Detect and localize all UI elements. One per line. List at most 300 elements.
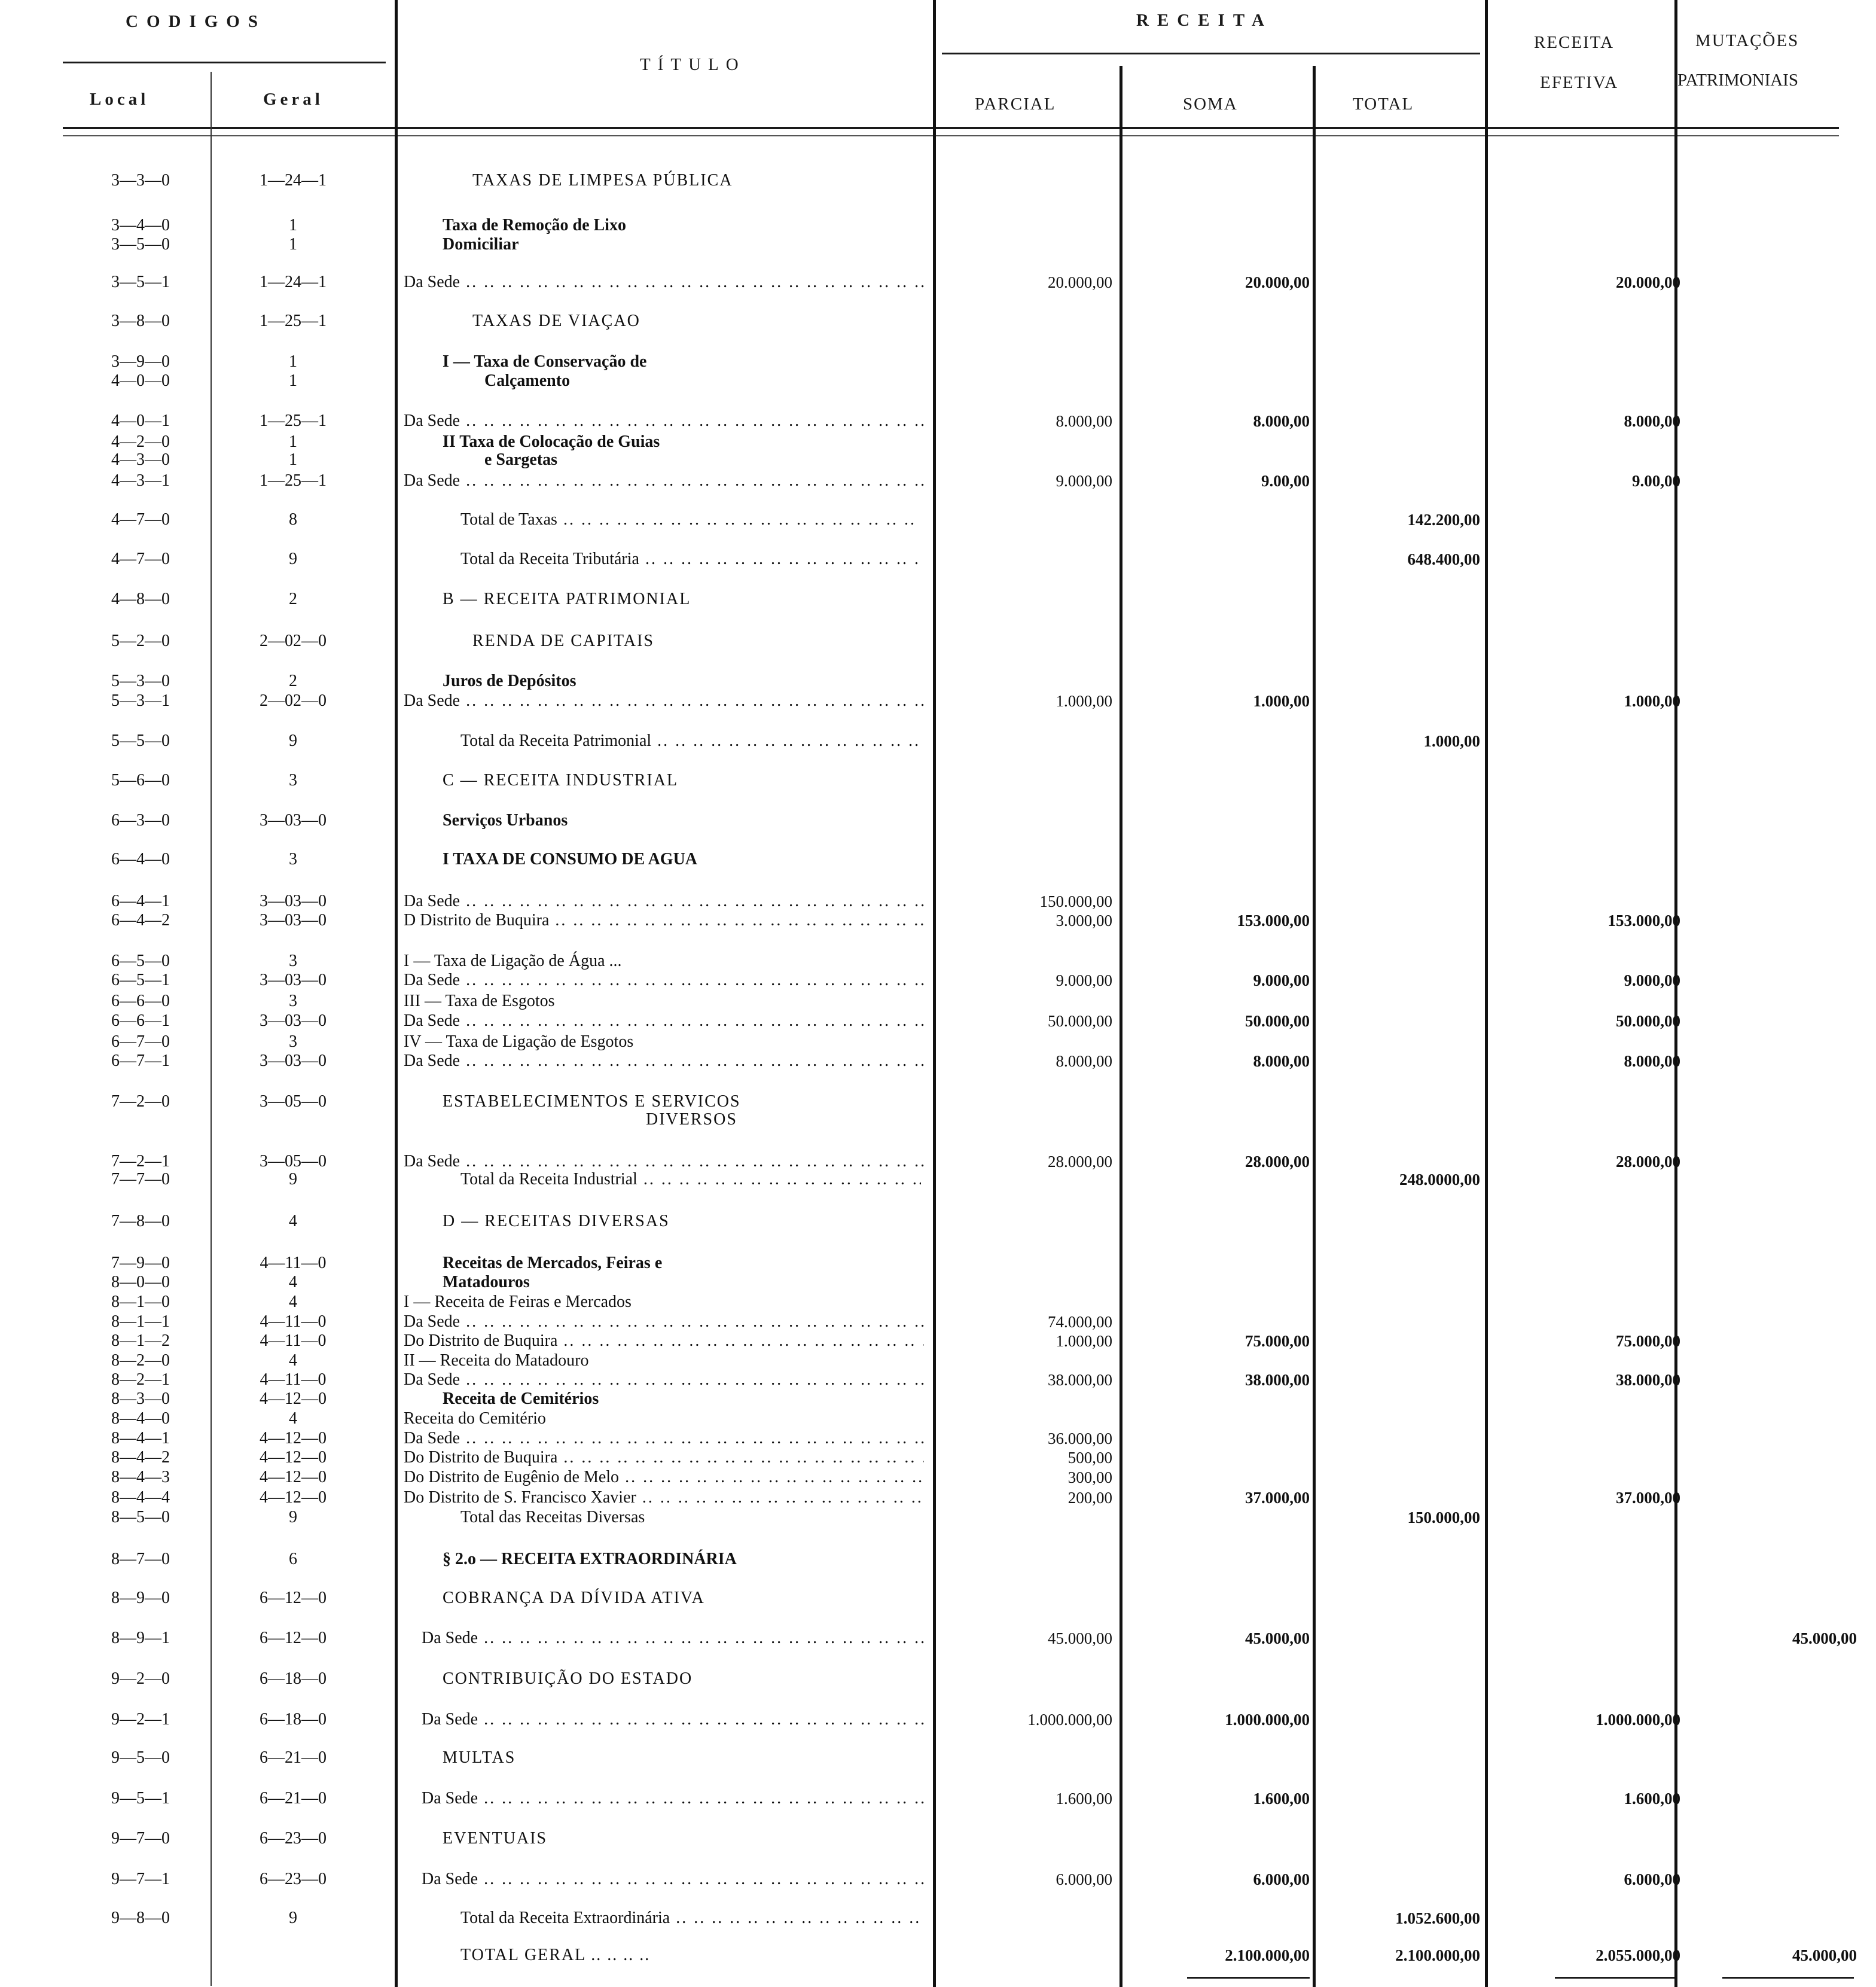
parcial-cell: 20.000,00 (1048, 273, 1112, 291)
soma-cell: 2.100.000,00 (1225, 1946, 1310, 1964)
header-titulo: TÍTULO (640, 55, 746, 74)
code-geral-cell: 4 (289, 1273, 297, 1291)
titulo-cell: Da Sede .. .. (404, 1051, 924, 1071)
code-local-cell: 6—4—0 (111, 850, 170, 868)
code-geral-cell: 4—11—0 (260, 1331, 327, 1350)
code-geral-cell: 6—12—0 (260, 1589, 327, 1607)
code-geral-cell: 3—03—0 (260, 971, 327, 989)
table-row (0, 1151, 1876, 1172)
code-local-cell: 6—3—0 (111, 811, 170, 830)
parcial-cell: 1.000,00 (1056, 692, 1112, 710)
titulo-cell: Taxa de Remoção de Lixo (443, 216, 626, 234)
receita-efetiva-cell: 20.000,00 (1616, 273, 1680, 291)
code-local-cell: 8—5—0 (111, 1508, 170, 1526)
table-row (0, 1032, 1876, 1052)
titulo-cell: § 2.o — RECEITA EXTRAORDINÁRIA (443, 1550, 737, 1568)
table-row (0, 1389, 1876, 1409)
table-row (0, 849, 1876, 870)
parcial-cell: 36.000,00 (1048, 1430, 1112, 1447)
code-geral-cell: 3—05—0 (260, 1152, 327, 1171)
total-cell: 2.100.000,00 (1395, 1946, 1480, 1964)
titulo-cell: Da Sede .. .. (422, 1628, 924, 1648)
mutacoes-cell: 45.000,00 (1792, 1946, 1857, 1964)
code-local-cell: 4—3—0 (111, 450, 170, 469)
code-geral-cell: 1 (289, 352, 297, 371)
table-row (0, 951, 1876, 971)
receita-efetiva-cell: 38.000,00 (1616, 1371, 1680, 1389)
titulo-cell: Total da Receita Industrial .. .. (460, 1169, 921, 1190)
code-local-cell: 8—3—0 (111, 1389, 170, 1408)
receita-efetiva-cell: 9.00,00 (1632, 472, 1680, 490)
table-row (0, 1748, 1876, 1768)
soma-cell: 1.000.000,00 (1225, 1711, 1310, 1729)
table-row (0, 1312, 1876, 1332)
code-geral-cell: 6—21—0 (260, 1789, 327, 1808)
code-local-cell: 8—2—1 (111, 1370, 170, 1389)
table-row (0, 1549, 1876, 1570)
code-local-cell: 8—1—2 (111, 1331, 170, 1350)
table-row (0, 215, 1876, 236)
titulo-cell: Da Sede .. .. (404, 891, 924, 912)
titulo-cell: Da Sede .. .. (404, 1151, 924, 1172)
table-row (0, 1908, 1876, 1928)
parcial-cell: 1.600,00 (1056, 1790, 1112, 1808)
code-geral-cell: 3 (289, 771, 297, 790)
code-geral-cell: 3—03—0 (260, 1011, 327, 1030)
code-local-cell: 4—8—0 (111, 590, 170, 608)
table-row (0, 1370, 1876, 1390)
soma-cell: 28.000,00 (1245, 1153, 1310, 1171)
table-row (0, 510, 1876, 530)
code-local-cell: 3—9—0 (111, 352, 170, 371)
titulo-cell: C — RECEITA INDUSTRIAL (443, 771, 679, 790)
code-geral-cell: 3 (289, 1032, 297, 1051)
code-geral-cell: 1—25—1 (260, 412, 327, 430)
code-geral-cell: 2—02—0 (260, 691, 327, 710)
code-geral-cell: 8 (289, 510, 297, 529)
code-geral-cell: 3 (289, 992, 297, 1010)
titulo-cell: Total das Receitas Diversas (460, 1508, 645, 1526)
code-local-cell: 6—5—0 (111, 952, 170, 970)
soma-cell: 8.000,00 (1253, 412, 1310, 430)
code-geral-cell: 4—11—0 (260, 1370, 327, 1389)
table-row (0, 1467, 1876, 1488)
soma-cell: 9.000,00 (1253, 971, 1310, 989)
titulo-cell: Da Sede .. .. (422, 1869, 924, 1890)
code-local-cell: 3—8—0 (111, 312, 170, 330)
header-receita: RECEITA (1136, 11, 1273, 30)
titulo-cell: B — RECEITA PATRIMONIAL (443, 590, 691, 608)
table-row (0, 1169, 1876, 1190)
table-row (0, 1051, 1876, 1071)
code-geral-cell: 9 (289, 1909, 297, 1927)
code-geral-cell: 1—25—1 (260, 471, 327, 490)
table-row (0, 691, 1876, 711)
table-row (0, 810, 1876, 831)
soma-cell: 37.000,00 (1245, 1489, 1310, 1507)
table-row (0, 411, 1876, 431)
table-row (0, 1272, 1876, 1293)
table-row (0, 1447, 1876, 1468)
code-geral-cell: 3—03—0 (260, 1052, 327, 1070)
code-local-cell: 5—5—0 (111, 732, 170, 750)
code-geral-cell: 4—12—0 (260, 1448, 327, 1467)
parcial-cell: 3.000,00 (1056, 912, 1112, 929)
code-local-cell: 6—4—1 (111, 892, 170, 910)
titulo-cell: Juros de Depósitos (443, 672, 576, 690)
parcial-cell: 9.000,00 (1056, 971, 1112, 989)
titulo-cell: Da Sede .. .. (404, 411, 924, 431)
header-codigos: CODIGOS (126, 12, 266, 31)
table-row (0, 1428, 1876, 1449)
parcial-cell: 38.000,00 (1048, 1371, 1112, 1389)
code-local-cell: 6—6—1 (111, 1011, 170, 1030)
titulo-cell: Matadouros (443, 1273, 530, 1291)
soma-cell: 20.000,00 (1245, 273, 1310, 291)
code-geral-cell: 1 (289, 432, 297, 451)
code-local-cell: 4—7—0 (111, 510, 170, 529)
receita-efetiva-cell: 50.000,00 (1616, 1012, 1680, 1030)
code-local-cell: 8—2—0 (111, 1351, 170, 1370)
parcial-cell: 6.000,00 (1056, 1870, 1112, 1888)
total-cell: 248.0000,00 (1399, 1171, 1480, 1188)
parcial-cell: 8.000,00 (1056, 1052, 1112, 1070)
table-row (0, 1628, 1876, 1648)
code-geral-cell: 9 (289, 550, 297, 568)
table-row (0, 1409, 1876, 1429)
parcial-cell: 1.000.000,00 (1027, 1711, 1112, 1729)
table-row (0, 1669, 1876, 1689)
titulo-cell: Do Distrito de Buquira .. .. (404, 1447, 924, 1468)
parcial-cell: 9.000,00 (1056, 472, 1112, 490)
titulo-cell: Da Sede .. .. (404, 970, 924, 991)
table-row (0, 234, 1876, 255)
titulo-cell: Total da Receita Tributária .. .. (460, 549, 921, 569)
code-local-cell: 8—0—0 (111, 1273, 170, 1291)
code-geral-cell: 4—12—0 (260, 1389, 327, 1408)
titulo-cell: ESTABELECIMENTOS E SERVICOS (443, 1092, 741, 1111)
titulo-cell: TOTAL GERAL .. .. .. .. (460, 1946, 651, 1964)
table-row (0, 1292, 1876, 1312)
titulo-cell: II Taxa de Colocação de Guias (443, 432, 660, 451)
code-local-cell: 8—4—4 (111, 1488, 170, 1507)
header-total: TOTAL (1353, 95, 1414, 114)
table-row (0, 549, 1876, 569)
code-local-cell: 9—2—0 (111, 1669, 170, 1688)
parcial-cell: 8.000,00 (1056, 412, 1112, 430)
soma-cell: 1.000,00 (1253, 692, 1310, 710)
table-row (0, 1488, 1876, 1508)
mutacoes-cell: 45.000,00 (1792, 1629, 1857, 1647)
titulo-cell: I — Receita de Feiras e Mercados (404, 1293, 632, 1311)
receita-efetiva-cell: 1.000,00 (1624, 692, 1680, 710)
titulo-cell: e Sargetas (484, 450, 558, 469)
table-row (0, 1588, 1876, 1608)
code-geral-cell: 6—18—0 (260, 1669, 327, 1688)
soma-cell: 75.000,00 (1245, 1332, 1310, 1350)
titulo-cell: DIVERSOS (646, 1110, 737, 1129)
code-geral-cell: 2 (289, 672, 297, 690)
titulo-cell: Receita do Cemitério (404, 1409, 546, 1428)
table-row (0, 731, 1876, 751)
titulo-cell: Da Sede .. .. (404, 1312, 924, 1332)
code-local-cell: 8—4—1 (111, 1429, 170, 1447)
code-local-cell: 7—2—0 (111, 1092, 170, 1111)
soma-cell: 38.000,00 (1245, 1371, 1310, 1389)
table-row (0, 770, 1876, 791)
code-local-cell: 9—7—0 (111, 1829, 170, 1848)
total-cell: 150.000,00 (1407, 1508, 1480, 1526)
titulo-cell: IV — Taxa de Ligação de Esgotos (404, 1032, 634, 1051)
code-local-cell: 6—7—0 (111, 1032, 170, 1051)
titulo-cell: Receitas de Mercados, Feiras e (443, 1254, 663, 1272)
header-parcial: PARCIAL (975, 95, 1056, 114)
parcial-cell: 300,00 (1067, 1468, 1112, 1486)
code-geral-cell: 4—12—0 (260, 1429, 327, 1447)
table-row (0, 272, 1876, 292)
table-row (0, 970, 1876, 991)
titulo-cell: Do Distrito de Eugênio de Melo .. .. (404, 1467, 924, 1488)
table-row (0, 891, 1876, 912)
titulo-cell: Da Sede .. .. (404, 471, 924, 491)
code-geral-cell: 4 (289, 1351, 297, 1370)
titulo-cell: MULTAS (443, 1748, 516, 1767)
code-geral-cell: 1—25—1 (260, 312, 327, 330)
titulo-cell: Receita de Cemitérios (443, 1389, 599, 1408)
titulo-cell: Da Sede .. .. (404, 1428, 924, 1449)
code-local-cell: 6—6—0 (111, 992, 170, 1010)
parcial-cell: 150.000,00 (1039, 892, 1112, 910)
receita-efetiva-cell: 9.000,00 (1624, 971, 1680, 989)
code-local-cell: 5—6—0 (111, 771, 170, 790)
code-local-cell: 8—9—1 (111, 1629, 170, 1647)
code-local-cell: 6—4—2 (111, 911, 170, 929)
code-geral-cell: 6—12—0 (260, 1629, 327, 1647)
soma-cell: 45.000,00 (1245, 1629, 1310, 1647)
header-mutacoes-1: MUTAÇÕES (1695, 31, 1799, 50)
code-local-cell: 9—5—0 (111, 1748, 170, 1767)
table-row (0, 1253, 1876, 1273)
parcial-cell: 74.000,00 (1048, 1313, 1112, 1331)
code-local-cell: 8—1—1 (111, 1312, 170, 1331)
code-geral-cell: 3 (289, 850, 297, 868)
code-geral-cell: 6 (289, 1550, 297, 1568)
code-local-cell: 8—1—0 (111, 1293, 170, 1311)
table-row (0, 1110, 1876, 1130)
titulo-cell: D — RECEITAS DIVERSAS (443, 1212, 670, 1230)
titulo-cell: EVENTUAIS (443, 1829, 548, 1848)
code-local-cell: 3—5—0 (111, 235, 170, 254)
table-row (0, 991, 1876, 1011)
header-local: Local (90, 90, 150, 109)
header-mutacoes-2: PATRIMONIAIS (1677, 71, 1798, 90)
titulo-cell: I TAXA DE CONSUMO DE AGUA (443, 850, 698, 868)
code-geral-cell: 4—12—0 (260, 1468, 327, 1486)
code-local-cell: 4—0—1 (111, 412, 170, 430)
code-geral-cell: 4—12—0 (260, 1488, 327, 1507)
code-local-cell: 8—4—0 (111, 1409, 170, 1428)
code-geral-cell: 9 (289, 1170, 297, 1188)
total-cell: 648.400,00 (1407, 550, 1480, 568)
titulo-cell: Do Distrito de Buquira .. .. (404, 1331, 924, 1351)
titulo-cell: Da Sede .. .. (404, 1370, 924, 1390)
code-local-cell: 8—4—3 (111, 1468, 170, 1486)
titulo-cell: Da Sede .. .. (404, 1011, 924, 1031)
parcial-cell: 200,00 (1067, 1489, 1112, 1507)
titulo-cell: D Distrito de Buquira .. .. (404, 910, 924, 931)
code-geral-cell: 1—24—1 (260, 273, 327, 291)
code-local-cell: 5—3—0 (111, 672, 170, 690)
titulo-cell: Calçamento (484, 371, 571, 390)
code-geral-cell: 1—24—1 (260, 171, 327, 190)
code-local-cell: 7—9—0 (111, 1254, 170, 1272)
code-local-cell: 7—7—0 (111, 1170, 170, 1188)
table-row (0, 1945, 1876, 1965)
code-geral-cell: 4 (289, 1409, 297, 1428)
parcial-cell: 50.000,00 (1048, 1012, 1112, 1030)
receita-efetiva-cell: 1.600,00 (1624, 1790, 1680, 1808)
soma-cell: 9.00,00 (1261, 472, 1310, 490)
code-geral-cell: 6—23—0 (260, 1829, 327, 1848)
titulo-cell: TAXAS DE LIMPESA PÚBLICA (472, 171, 733, 190)
code-geral-cell: 1 (289, 216, 297, 234)
titulo-cell: Total da Receita Patrimonial .. .. (460, 731, 921, 751)
table-row (0, 450, 1876, 470)
receita-efetiva-cell: 2.055.000,00 (1596, 1946, 1680, 1964)
parcial-cell: 500,00 (1067, 1449, 1112, 1467)
code-geral-cell: 1 (289, 371, 297, 390)
table-row (0, 631, 1876, 651)
code-geral-cell: 3 (289, 952, 297, 970)
code-local-cell: 7—2—1 (111, 1152, 170, 1171)
receita-efetiva-cell: 37.000,00 (1616, 1489, 1680, 1507)
table-row (0, 589, 1876, 609)
code-geral-cell: 2—02—0 (260, 632, 327, 650)
total-cell: 1.052.600,00 (1395, 1909, 1480, 1927)
receita-efetiva-cell: 1.000.000,00 (1596, 1711, 1680, 1729)
titulo-cell: I — Taxa de Ligação de Água ... (404, 952, 622, 970)
header-soma: SOMA (1183, 95, 1238, 114)
code-geral-cell: 3—03—0 (260, 811, 327, 830)
table-row (0, 1011, 1876, 1031)
code-local-cell: 4—3—1 (111, 471, 170, 490)
titulo-cell: Da Sede .. .. (422, 1788, 924, 1809)
code-geral-cell: 6—23—0 (260, 1870, 327, 1888)
table-row (0, 1351, 1876, 1371)
code-local-cell: 8—9—0 (111, 1589, 170, 1607)
titulo-cell: Da Sede .. .. (422, 1709, 924, 1730)
soma-cell: 153.000,00 (1237, 912, 1310, 929)
code-local-cell: 3—5—1 (111, 273, 170, 291)
titulo-cell: CONTRIBUIÇÃO DO ESTADO (443, 1669, 693, 1688)
table-row (0, 1092, 1876, 1112)
titulo-cell: Da Sede .. .. (404, 272, 924, 292)
code-local-cell: 8—7—0 (111, 1550, 170, 1568)
code-geral-cell: 1 (289, 450, 297, 469)
total-cell: 1.000,00 (1423, 732, 1480, 750)
table-row (0, 1507, 1876, 1528)
titulo-cell: Total da Receita Extraordinária .. .. (460, 1908, 921, 1928)
code-geral-cell: 6—21—0 (260, 1748, 327, 1767)
table-row (0, 1869, 1876, 1890)
header-receita-efetiva-1: RECEITA (1534, 33, 1615, 52)
titulo-cell: Domiciliar (443, 235, 519, 254)
code-local-cell: 3—3—0 (111, 171, 170, 190)
titulo-cell: Serviços Urbanos (443, 811, 568, 830)
table-row (0, 671, 1876, 691)
table-row (0, 1211, 1876, 1232)
parcial-cell: 1.000,00 (1056, 1332, 1112, 1350)
receita-efetiva-cell: 28.000,00 (1616, 1153, 1680, 1171)
receita-efetiva-cell: 8.000,00 (1624, 412, 1680, 430)
code-geral-cell: 3—03—0 (260, 892, 327, 910)
table-row (0, 371, 1876, 391)
code-local-cell: 8—4—2 (111, 1448, 170, 1467)
titulo-cell: II — Receita do Matadouro (404, 1351, 589, 1370)
code-local-cell: 5—3—1 (111, 691, 170, 710)
code-geral-cell: 2 (289, 590, 297, 608)
table-row (0, 1709, 1876, 1730)
code-local-cell: 7—8—0 (111, 1212, 170, 1230)
code-local-cell: 9—2—1 (111, 1710, 170, 1729)
table-row (0, 352, 1876, 372)
titulo-cell: Do Distrito de S. Francisco Xavier .. .. (404, 1488, 924, 1508)
code-geral-cell: 9 (289, 1508, 297, 1526)
table-row (0, 910, 1876, 931)
code-geral-cell: 6—18—0 (260, 1710, 327, 1729)
code-local-cell: 9—5—1 (111, 1789, 170, 1808)
code-local-cell: 6—5—1 (111, 971, 170, 989)
titulo-cell: Total de Taxas .. .. (460, 510, 921, 530)
receita-efetiva-cell: 75.000,00 (1616, 1332, 1680, 1350)
table-row (0, 432, 1876, 452)
receita-efetiva-cell: 6.000,00 (1624, 1870, 1680, 1888)
soma-cell: 1.600,00 (1253, 1790, 1310, 1808)
code-geral-cell: 9 (289, 732, 297, 750)
soma-cell: 50.000,00 (1245, 1012, 1310, 1030)
code-geral-cell: 4 (289, 1212, 297, 1230)
titulo-cell: COBRANÇA DA DÍVIDA ATIVA (443, 1589, 705, 1607)
titulo-cell: RENDA DE CAPITAIS (472, 632, 654, 650)
code-local-cell: 4—7—0 (111, 550, 170, 568)
table-row (0, 471, 1876, 491)
titulo-cell: TAXAS DE VIAÇAO (472, 312, 640, 330)
titulo-cell: Da Sede .. .. (404, 691, 924, 711)
titulo-cell: I — Taxa de Conservação de (443, 352, 647, 371)
code-local-cell: 4—2—0 (111, 432, 170, 451)
table-row (0, 1828, 1876, 1849)
titulo-cell: III — Taxa de Esgotos (404, 992, 555, 1010)
code-local-cell: 6—7—1 (111, 1052, 170, 1070)
header-geral: Geral (263, 90, 324, 109)
soma-cell: 8.000,00 (1253, 1052, 1310, 1070)
parcial-cell: 45.000,00 (1048, 1629, 1112, 1647)
table-row (0, 170, 1876, 191)
code-geral-cell: 4 (289, 1293, 297, 1311)
receita-efetiva-cell: 8.000,00 (1624, 1052, 1680, 1070)
soma-cell: 6.000,00 (1253, 1870, 1310, 1888)
table-row (0, 1331, 1876, 1351)
parcial-cell: 28.000,00 (1048, 1153, 1112, 1171)
code-geral-cell: 4—11—0 (260, 1254, 327, 1272)
table-row (0, 311, 1876, 331)
receita-efetiva-cell: 153.000,00 (1607, 912, 1680, 929)
code-local-cell: 5—2—0 (111, 632, 170, 650)
code-local-cell: 3—4—0 (111, 216, 170, 234)
code-local-cell: 4—0—0 (111, 371, 170, 390)
code-local-cell: 9—7—1 (111, 1870, 170, 1888)
header-receita-efetiva-2: EFETIVA (1540, 73, 1619, 92)
